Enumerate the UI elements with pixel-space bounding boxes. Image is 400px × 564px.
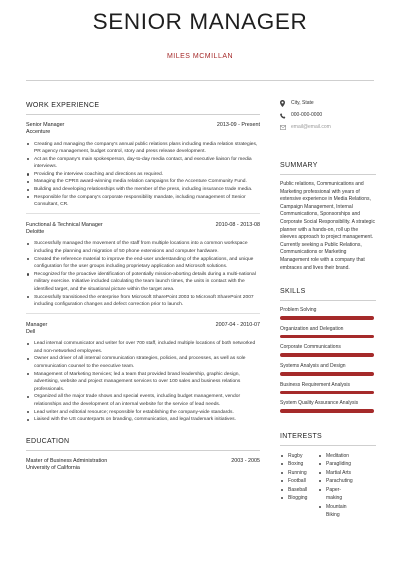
skill-level-bar — [280, 409, 374, 413]
job-bullet: Successfully transitioned the enterprise from Microsoft SharePoint 2003 to Microsoft SharePoint 2007 including configuration changes and defect correction prior to launch. — [26, 294, 260, 309]
phone-text: 000-000-0000 — [291, 112, 323, 118]
job-bullet: Owner and driver of all internal communication strategies, policies, and processes, as well as sole communication counsel to the executive team. — [26, 355, 260, 370]
skill-item — [280, 400, 376, 413]
job-bullet: Lead writer and editorial resource; responsible for establishing the company-wide standards. — [26, 409, 260, 417]
contact-location — [280, 100, 376, 107]
skill-level-bar — [280, 372, 374, 376]
job-dates: 2010-08 - 2013-08 — [215, 221, 260, 228]
interest-item: Running — [280, 469, 318, 478]
job-role: Manager — [26, 321, 48, 328]
job-role: Functional & Technical Manager — [26, 221, 103, 228]
skills-heading: SKILLS — [280, 288, 306, 296]
job-company: Dell — [26, 328, 36, 335]
side-column — [280, 100, 376, 520]
summary-heading: SUMMARY — [280, 162, 318, 169]
job-bullet: Providing the interview coaching and directions as required. — [26, 171, 260, 179]
phone-icon — [280, 113, 288, 119]
interest-item: Football — [280, 477, 318, 486]
job-company: Accenture — [26, 129, 51, 135]
job-bullet: Building and developing relationships with the member of the press, including insurance trade media. — [26, 186, 260, 194]
interests-column — [318, 452, 356, 520]
work-experience-heading: WORK EXPERIENCE — [26, 102, 100, 109]
section-divider — [26, 114, 260, 115]
education-entry — [26, 457, 260, 465]
job-divider — [26, 213, 260, 214]
interest-item: Rugby — [280, 452, 318, 461]
school: University of California — [26, 464, 80, 471]
interest-item: Paper-making — [318, 486, 356, 503]
interests-list — [280, 452, 376, 520]
job-bullet: Act as the company's main spokesperson, day-to-day media contact, and executive liaison for media interviews. — [26, 156, 260, 171]
header-divider — [26, 80, 374, 81]
skill-level-bar — [280, 335, 374, 339]
job-entry — [26, 221, 260, 309]
interest-item: Meditation — [318, 452, 356, 461]
interests-column — [280, 452, 318, 520]
candidate-name: MILES MCMILLAN — [166, 53, 234, 60]
section-divider — [26, 450, 260, 451]
job-bullet: Successfully managed the movement of the staff from multiple locations into a common workspace including the planning and migration of 50 phone extensions and computer hardware. — [26, 240, 260, 255]
page-title: SENIOR MANAGER — [92, 9, 308, 34]
interest-item: Baseball — [280, 486, 318, 495]
section-divider — [280, 445, 376, 446]
job-header — [26, 221, 260, 229]
skill-item — [280, 363, 376, 376]
mail-icon — [280, 125, 288, 130]
email-text[interactable]: email@email.com — [291, 124, 331, 130]
job-bullet: Responsible for the company's corporate responsibility mandate, including management of Senior Consultant, CR. — [26, 194, 260, 209]
job-bullet: Creating and managing the company's annual public relations plans including media relation strategies, PR agency management, budget control, story and press release development. — [26, 141, 260, 156]
job-bullets — [26, 141, 260, 209]
skill-item — [280, 344, 376, 357]
job-bullet: Lead internal communicator and writer for over 700 staff, included multiple locations of both networked and non-networked employees. — [26, 340, 260, 355]
skill-level-bar — [280, 391, 374, 395]
interest-item: Mountain Biking — [318, 503, 356, 520]
job-bullets — [26, 240, 260, 308]
education-dates: 2003 - 2005 — [231, 457, 260, 464]
job-dates: 2007-04 - 2010-07 — [215, 321, 260, 328]
skill-level-bar — [280, 316, 374, 320]
job-entry — [26, 321, 260, 424]
job-bullet: Liaised with the US counterparts on branding, communication, and legal trademark initiatives. — [26, 416, 260, 424]
interest-item: Paragliding — [318, 460, 356, 469]
job-header — [26, 321, 260, 329]
skill-item — [280, 326, 376, 339]
job-bullet: Recognized for the proactive identification of potentially mission-aborting details during a multi-national military exercise. Initiative included calculating the team launch times, the units in contact with the identified target, and the situational picture within the target area. — [26, 271, 260, 294]
job-role: Senior Manager — [26, 122, 65, 128]
interest-item: Parachuting — [318, 477, 356, 486]
skills-list — [280, 307, 376, 413]
skill-item — [280, 307, 376, 320]
location-text: City, State — [291, 100, 314, 106]
summary-text: Public relations, Communications and Marketing professional with years of extensive experience in Media Relations, Campaign Management, Internal Communications, Sponsorships and Corporate Social Responsibility. A strategic planner with a hands-on, roll up the sleeves approach to project management. Currently seeking a Public Relations, Communications or Marketing Management role with a company that embraces and lives their brand. — [280, 181, 375, 271]
job-dates: 2013-09 - Present — [216, 122, 260, 128]
main-column — [26, 102, 260, 472]
skill-name: Systems Analysis and Design — [280, 362, 346, 369]
job-bullet: Organized all the major trade shows and special events, including budget management, vendor relationships and the development of an internal website for the service of lead needs. — [26, 393, 260, 408]
interest-item: Boxing — [280, 460, 318, 469]
interests-heading: INTERESTS — [280, 432, 322, 440]
interest-item: Martial Arts — [318, 469, 356, 478]
skill-name: Business Requirement Analysis — [280, 381, 351, 388]
job-divider — [26, 313, 260, 314]
skill-level-bar — [280, 353, 374, 357]
skill-name: Corporate Communications — [280, 344, 341, 351]
job-entry — [26, 121, 260, 209]
job-bullet: Managing the CPRS award-winning media relation campaigns for the Accenture Community Fund. — [26, 178, 260, 186]
section-divider — [280, 300, 376, 301]
contact-email[interactable] — [280, 124, 376, 131]
education-heading: EDUCATION — [26, 437, 70, 445]
job-company: Deloitte — [26, 228, 45, 235]
section-divider — [280, 174, 376, 175]
jobs-list — [26, 121, 260, 424]
job-header — [26, 121, 260, 129]
job-bullets — [26, 340, 260, 424]
job-bullet: Management of Marketing Services; led a team that provided brand leadership, graphic design, advertising, website and project management services to over 100 sales and business relations professionals. — [26, 371, 260, 394]
job-bullet: Created the reference material to improve the end-user understanding of the applications, and unique configuration for the user groups including proprietary application and Microsoft solutions. — [26, 256, 260, 271]
contact-phone — [280, 112, 376, 119]
skill-name: Problem Solving — [280, 307, 317, 314]
skill-item — [280, 382, 376, 395]
location-pin-icon — [280, 100, 288, 107]
degree: Master of Business Administration — [26, 457, 108, 464]
interest-item: Blogging — [280, 494, 318, 503]
skill-name: System Quality Assurance Analysis — [280, 400, 359, 407]
skill-name: Organization and Delegation — [280, 325, 344, 332]
